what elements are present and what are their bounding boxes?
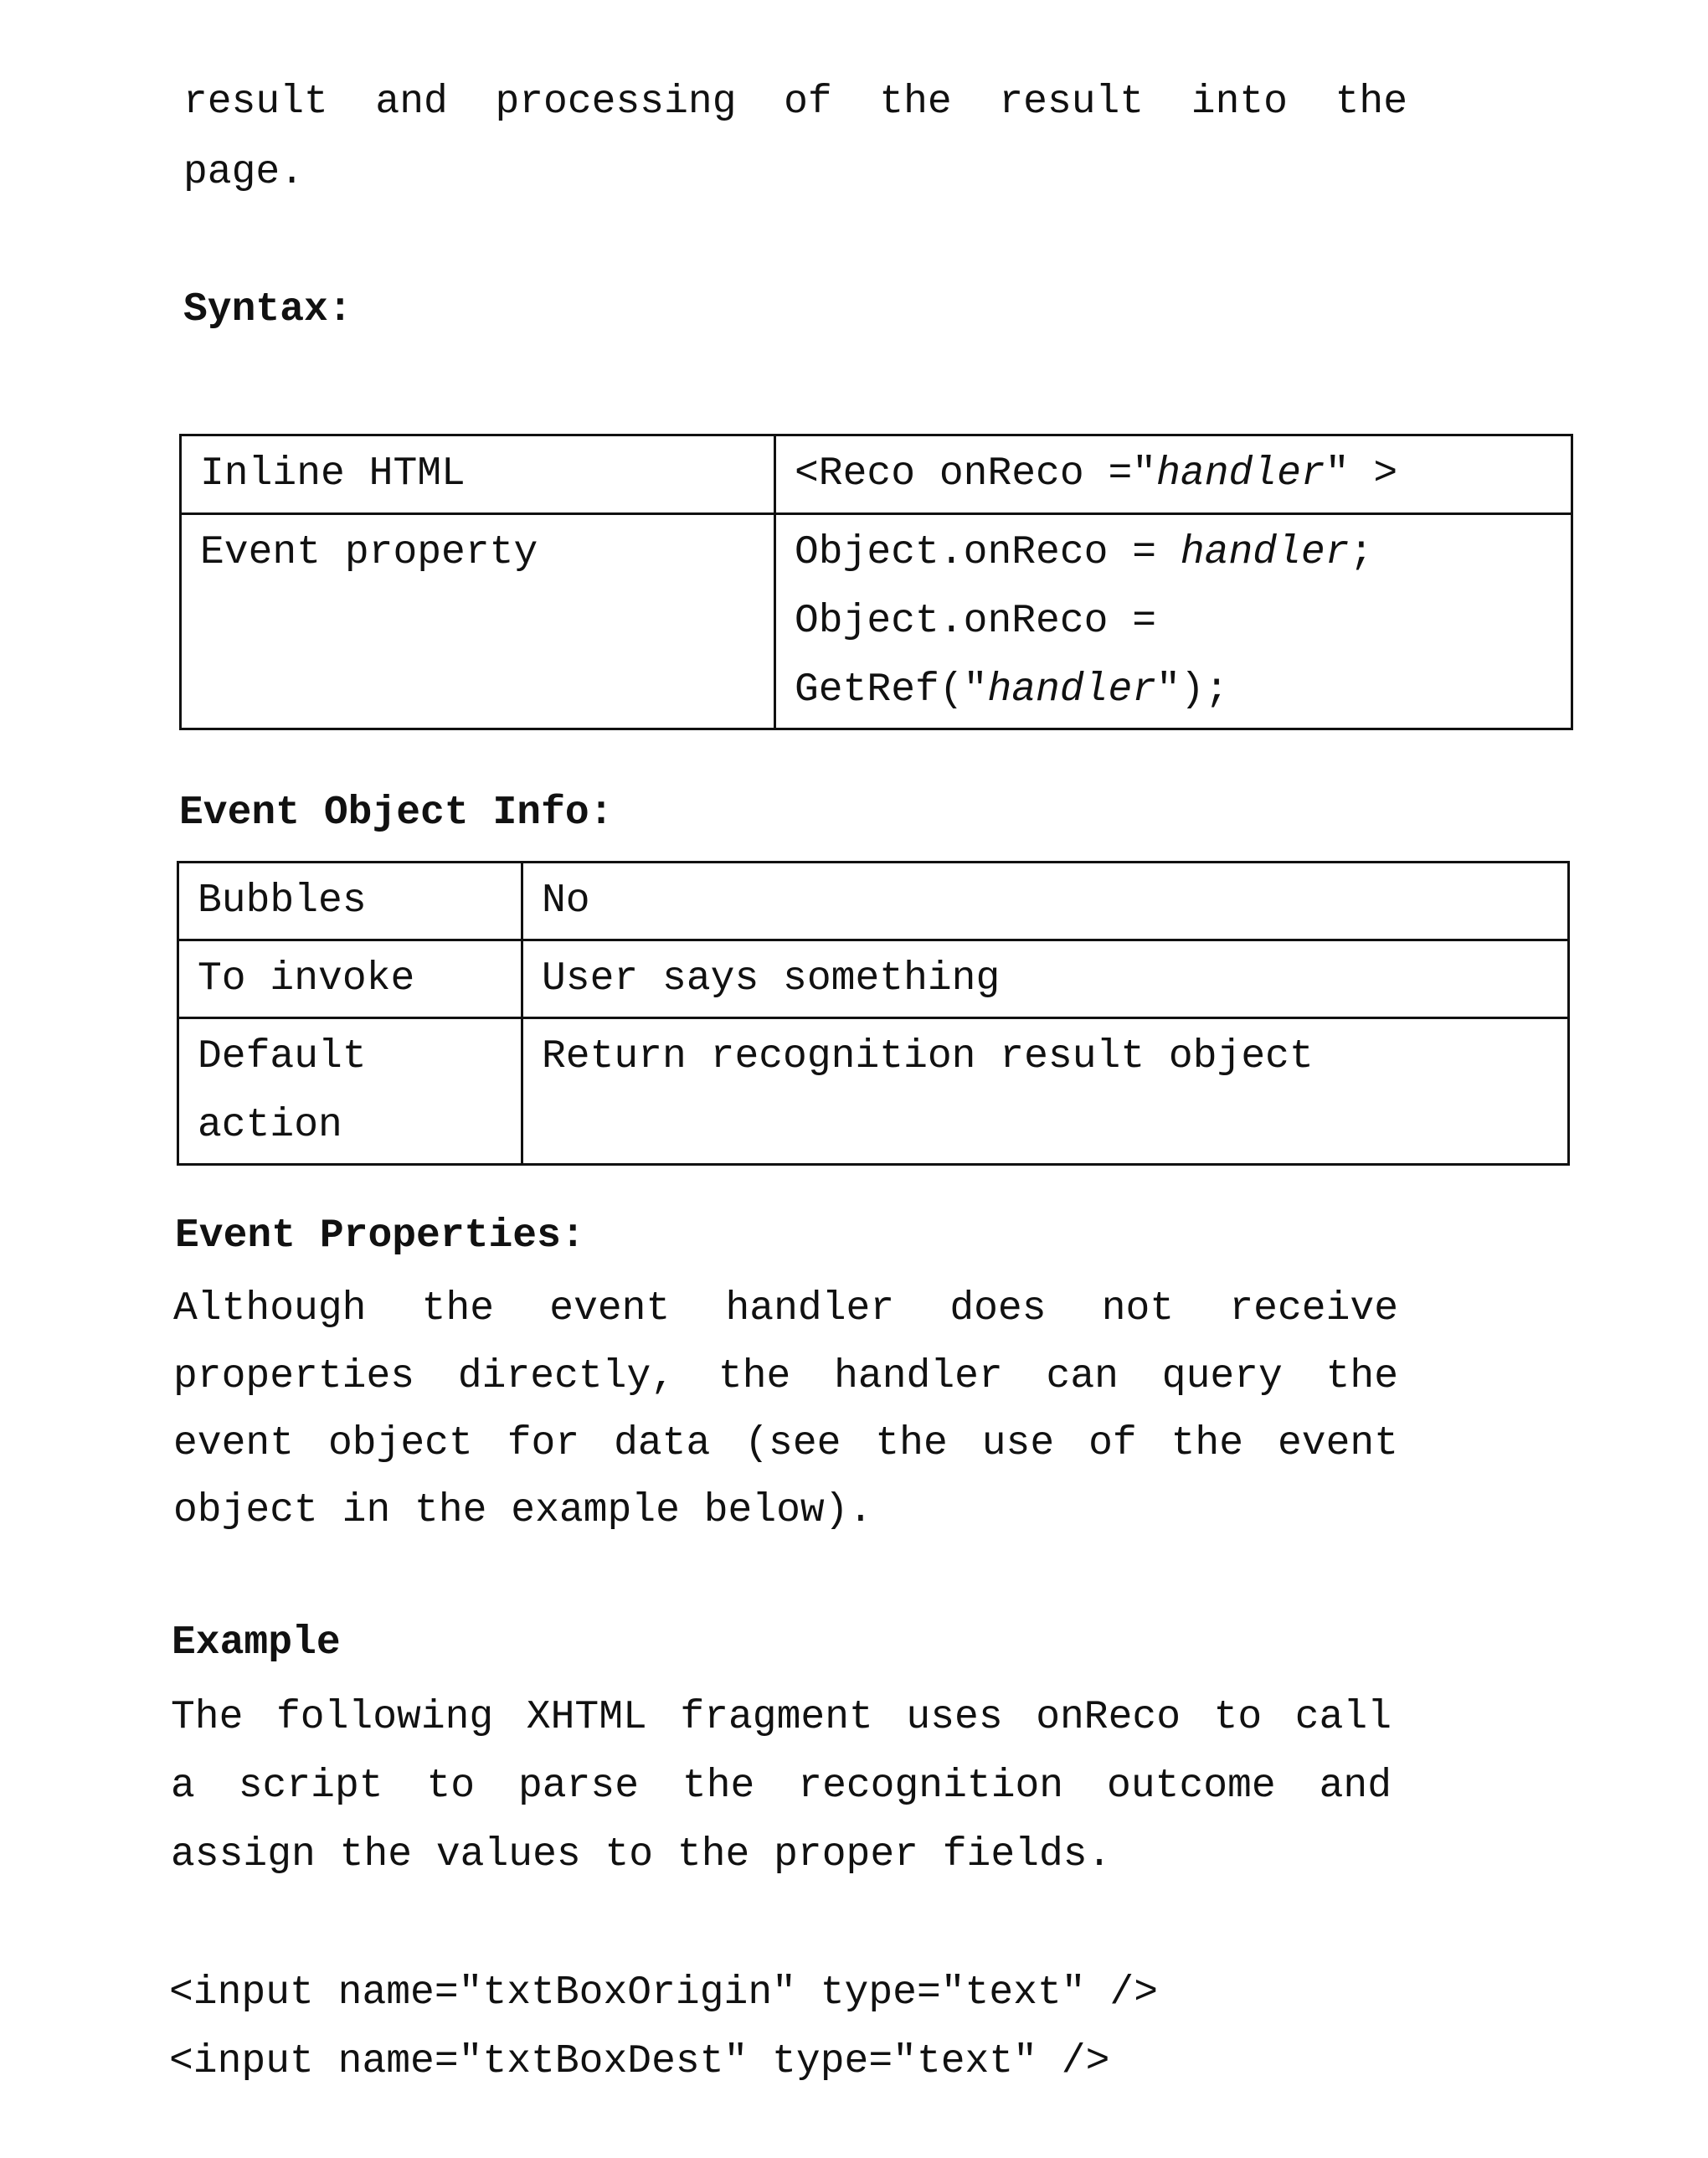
event-object-info-table	[177, 861, 1570, 1166]
code-line: <input name="txtBoxOrigin" type="text" />	[169, 1968, 1158, 2018]
table-cell-label: Event property	[181, 514, 775, 729]
table-row	[178, 940, 1569, 1018]
table-cell-value: Return recognition result object	[522, 1018, 1569, 1165]
code-part: Object.onReco =	[795, 599, 1156, 644]
syntax-table	[179, 434, 1573, 730]
table-cell-value: User says something	[522, 940, 1569, 1018]
table-row	[178, 1018, 1569, 1165]
code-line: <input name="txtBoxDest" type="text" />	[169, 2037, 1109, 2087]
paragraph-line: Although the event handler does not receive	[173, 1284, 1398, 1334]
intro-line: page.	[183, 147, 304, 198]
paragraph-line: The following XHTML fragment uses onReco to call	[171, 1692, 1392, 1743]
event-properties-heading: Event Properties:	[175, 1211, 585, 1261]
code-part: Object.onReco =	[795, 530, 1181, 575]
example-heading: Example	[172, 1618, 341, 1668]
code-part: ");	[1156, 667, 1228, 713]
code-line	[795, 587, 1552, 656]
event-object-info-heading: Event Object Info:	[179, 788, 613, 838]
table-row	[181, 514, 1572, 729]
table-cell-label: Default action	[178, 1018, 522, 1165]
code-part-italic: handler	[987, 667, 1156, 713]
table-cell-label: To invoke	[178, 940, 522, 1018]
code-part: <Reco onReco ="	[795, 451, 1156, 497]
table-row	[178, 863, 1569, 940]
paragraph-line: object in the example below).	[173, 1486, 872, 1536]
code-line	[795, 656, 1552, 724]
paragraph-line: event object for data (see the use of the event	[173, 1419, 1398, 1469]
table-cell-label: Bubbles	[178, 863, 522, 940]
table-cell-label: Inline HTML	[181, 435, 775, 514]
table-cell-value	[775, 514, 1572, 729]
code-part: GetRef("	[795, 667, 987, 713]
table-cell-value: No	[522, 863, 1569, 940]
paragraph-line: properties directly, the handler can query the	[173, 1352, 1398, 1402]
table-cell-value	[775, 435, 1572, 514]
code-line	[795, 518, 1552, 587]
code-part-italic: handler	[1181, 530, 1350, 575]
code-part: " >	[1325, 451, 1397, 497]
syntax-heading: Syntax:	[183, 285, 352, 335]
code-part-italic: handler	[1156, 451, 1325, 497]
paragraph-line: assign the values to the proper fields.	[171, 1830, 1111, 1880]
code-part: ;	[1350, 530, 1374, 575]
paragraph-line: a script to parse the recognition outcome and	[171, 1761, 1392, 1811]
table-row	[181, 435, 1572, 514]
intro-line: result and processing of the result into the	[183, 77, 1407, 127]
